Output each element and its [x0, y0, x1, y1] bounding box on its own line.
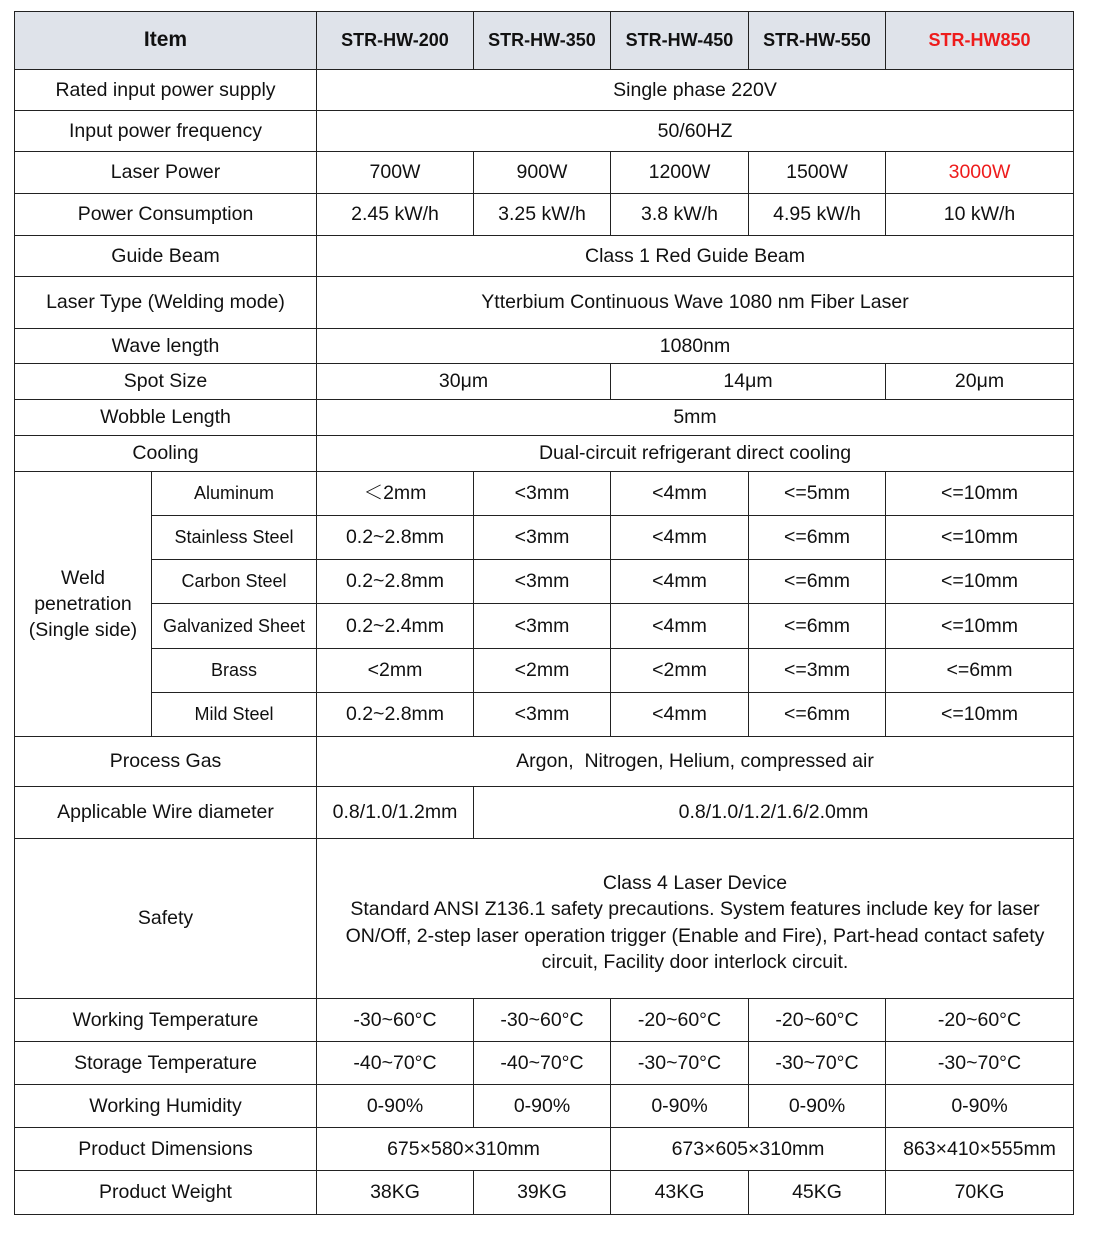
cell-value: 0-90%: [317, 1085, 474, 1128]
cell-value: -40~70°C: [317, 1042, 474, 1085]
row-value: Argon, Nitrogen, Helium, compressed air: [317, 737, 1074, 787]
row-label: Wobble Length: [15, 400, 317, 436]
material-label: Mild Steel: [152, 693, 317, 737]
cell-value-highlight: 3000W: [886, 152, 1074, 194]
row-spot-size: [15, 364, 1074, 400]
cell-value: <4mm: [611, 560, 749, 604]
row-label: Laser Type (Welding mode): [15, 277, 317, 329]
row-label: Product Weight: [15, 1171, 317, 1215]
cell-value: <3mm: [474, 604, 611, 649]
row-label: Product Dimensions: [15, 1128, 317, 1171]
cell-value: <3mm: [474, 560, 611, 604]
cell-value: -20~60°C: [749, 999, 886, 1042]
row-label: Rated input power supply: [15, 70, 317, 111]
row-label: Guide Beam: [15, 236, 317, 277]
row-label: Storage Temperature: [15, 1042, 317, 1085]
header-row: [15, 12, 1074, 70]
model-header: STR-HW-200: [317, 12, 474, 70]
cell-value: 0.2~2.8mm: [317, 693, 474, 737]
cell-value: <=5mm: [749, 472, 886, 516]
row-wire: [15, 787, 1074, 839]
row-value: 5mm: [317, 400, 1074, 436]
cell-value: <4mm: [611, 693, 749, 737]
cell-value: <=6mm: [749, 604, 886, 649]
cell-value: -40~70°C: [474, 1042, 611, 1085]
cell-value: <4mm: [611, 604, 749, 649]
cell-value: <=6mm: [749, 560, 886, 604]
cell-value: 0.8/1.0/1.2mm: [317, 787, 474, 839]
cell-value: -20~60°C: [611, 999, 749, 1042]
row-label: Cooling: [15, 436, 317, 472]
row-label: Wave length: [15, 329, 317, 364]
row-frequency: [15, 111, 1074, 152]
row-weld: [15, 604, 1074, 649]
row-working-temp: [15, 999, 1074, 1042]
cell-value: <3mm: [474, 693, 611, 737]
row-label: Working Humidity: [15, 1085, 317, 1128]
row-value: Class 1 Red Guide Beam: [317, 236, 1074, 277]
cell-value: -30~70°C: [749, 1042, 886, 1085]
cell-value: 0.2~2.4mm: [317, 604, 474, 649]
cell-value: -30~60°C: [317, 999, 474, 1042]
row-laser-power: [15, 152, 1074, 194]
cell-value: <2mm: [474, 649, 611, 693]
row-label: Laser Power: [15, 152, 317, 194]
cell-value: 14μm: [611, 364, 886, 400]
row-consumption: [15, 194, 1074, 236]
row-value: Ytterbium Continuous Wave 1080 nm Fiber Laser: [317, 277, 1074, 329]
row-rated-input: [15, 70, 1074, 111]
safety-value: [317, 839, 1074, 999]
safety-line: Standard ANSI Z136.1 safety precautions. System features include key for laser ON/Off, 2-step laser operation trigger (Enable and Fire), Part-head contact safety circuit, Facility door interlock circuit.: [345, 898, 1045, 973]
cell-value: 45KG: [749, 1171, 886, 1215]
row-label: Applicable Wire diameter: [15, 787, 317, 839]
row-weld: [15, 693, 1074, 737]
row-weld: [15, 472, 1074, 516]
cell-value: 38KG: [317, 1171, 474, 1215]
cell-value: <=6mm: [749, 516, 886, 560]
row-dimensions: [15, 1128, 1074, 1171]
material-label: Galvanized Sheet: [152, 604, 317, 649]
cell-value: 30μm: [317, 364, 611, 400]
cell-value: 0-90%: [474, 1085, 611, 1128]
model-header-highlight: STR-HW850: [886, 12, 1074, 70]
row-weld: [15, 560, 1074, 604]
cell-value: <=6mm: [886, 649, 1074, 693]
cell-value: <=10mm: [886, 693, 1074, 737]
row-value: 1080nm: [317, 329, 1074, 364]
cell-value: 0.2~2.8mm: [317, 516, 474, 560]
cell-value: 0-90%: [611, 1085, 749, 1128]
cell-value: <=10mm: [886, 472, 1074, 516]
safety-line: Class 4 Laser Device: [602, 872, 788, 895]
weld-label-line: penetration: [34, 592, 132, 615]
row-label: Working Temperature: [15, 999, 317, 1042]
cell-value: 0.2~2.8mm: [317, 560, 474, 604]
row-laser-type: [15, 277, 1074, 329]
cell-value: 3.25 kW/h: [474, 194, 611, 236]
row-value: Dual-circuit refrigerant direct cooling: [317, 436, 1074, 472]
cell-value: <=10mm: [886, 604, 1074, 649]
row-weld: [15, 649, 1074, 693]
cell-value: <4mm: [611, 472, 749, 516]
row-wavelength: [15, 329, 1074, 364]
row-process-gas: [15, 737, 1074, 787]
cell-value: <3mm: [474, 516, 611, 560]
cell-value: -30~70°C: [611, 1042, 749, 1085]
row-value: Single phase 220V: [317, 70, 1074, 111]
weld-label-line: (Single side): [28, 619, 138, 642]
cell-value: 1500W: [749, 152, 886, 194]
cell-value: 0.8/1.0/1.2/1.6/2.0mm: [474, 787, 1074, 839]
row-safety: [15, 839, 1074, 999]
cell-value: 4.95 kW/h: [749, 194, 886, 236]
row-label: Spot Size: [15, 364, 317, 400]
item-header: Item: [15, 12, 317, 70]
cell-value: <2mm: [317, 649, 474, 693]
cell-value: <=3mm: [749, 649, 886, 693]
cell-value: <3mm: [474, 472, 611, 516]
cell-value: 675×580×310mm: [317, 1128, 611, 1171]
cell-value: -30~70°C: [886, 1042, 1074, 1085]
weld-label-line: Weld: [60, 566, 106, 589]
row-label: Power Consumption: [15, 194, 317, 236]
cell-value: 863×410×555mm: [886, 1128, 1074, 1171]
material-label: Aluminum: [152, 472, 317, 516]
spec-table: [14, 11, 1074, 1215]
material-label: Stainless Steel: [152, 516, 317, 560]
row-label: Safety: [15, 839, 317, 999]
model-header: STR-HW-450: [611, 12, 749, 70]
row-value: 50/60HZ: [317, 111, 1074, 152]
cell-value: 3.8 kW/h: [611, 194, 749, 236]
cell-value: 673×605×310mm: [611, 1128, 886, 1171]
material-label: Brass: [152, 649, 317, 693]
row-weld: [15, 516, 1074, 560]
cell-value: 0-90%: [886, 1085, 1074, 1128]
cell-value: 1200W: [611, 152, 749, 194]
weld-group-label: [15, 472, 152, 737]
cell-value: ＜2mm: [317, 472, 474, 516]
row-guide-beam: [15, 236, 1074, 277]
row-wobble: [15, 400, 1074, 436]
row-weight: [15, 1171, 1074, 1215]
cell-value: 70KG: [886, 1171, 1074, 1215]
cell-value: 900W: [474, 152, 611, 194]
cell-value: -30~60°C: [474, 999, 611, 1042]
material-label: Carbon Steel: [152, 560, 317, 604]
cell-value: 39KG: [474, 1171, 611, 1215]
cell-value: -20~60°C: [886, 999, 1074, 1042]
cell-value: 700W: [317, 152, 474, 194]
cell-value: <=6mm: [749, 693, 886, 737]
row-label: Process Gas: [15, 737, 317, 787]
row-cooling: [15, 436, 1074, 472]
cell-value: 2.45 kW/h: [317, 194, 474, 236]
cell-value: 20μm: [886, 364, 1074, 400]
cell-value: 43KG: [611, 1171, 749, 1215]
cell-value: <=10mm: [886, 516, 1074, 560]
row-humidity: [15, 1085, 1074, 1128]
row-storage-temp: [15, 1042, 1074, 1085]
cell-value: 0-90%: [749, 1085, 886, 1128]
cell-value: <2mm: [611, 649, 749, 693]
cell-value: 10 kW/h: [886, 194, 1074, 236]
cell-value: <=10mm: [886, 560, 1074, 604]
cell-value: <4mm: [611, 516, 749, 560]
model-header: STR-HW-350: [474, 12, 611, 70]
model-header: STR-HW-550: [749, 12, 886, 70]
row-label: Input power frequency: [15, 111, 317, 152]
